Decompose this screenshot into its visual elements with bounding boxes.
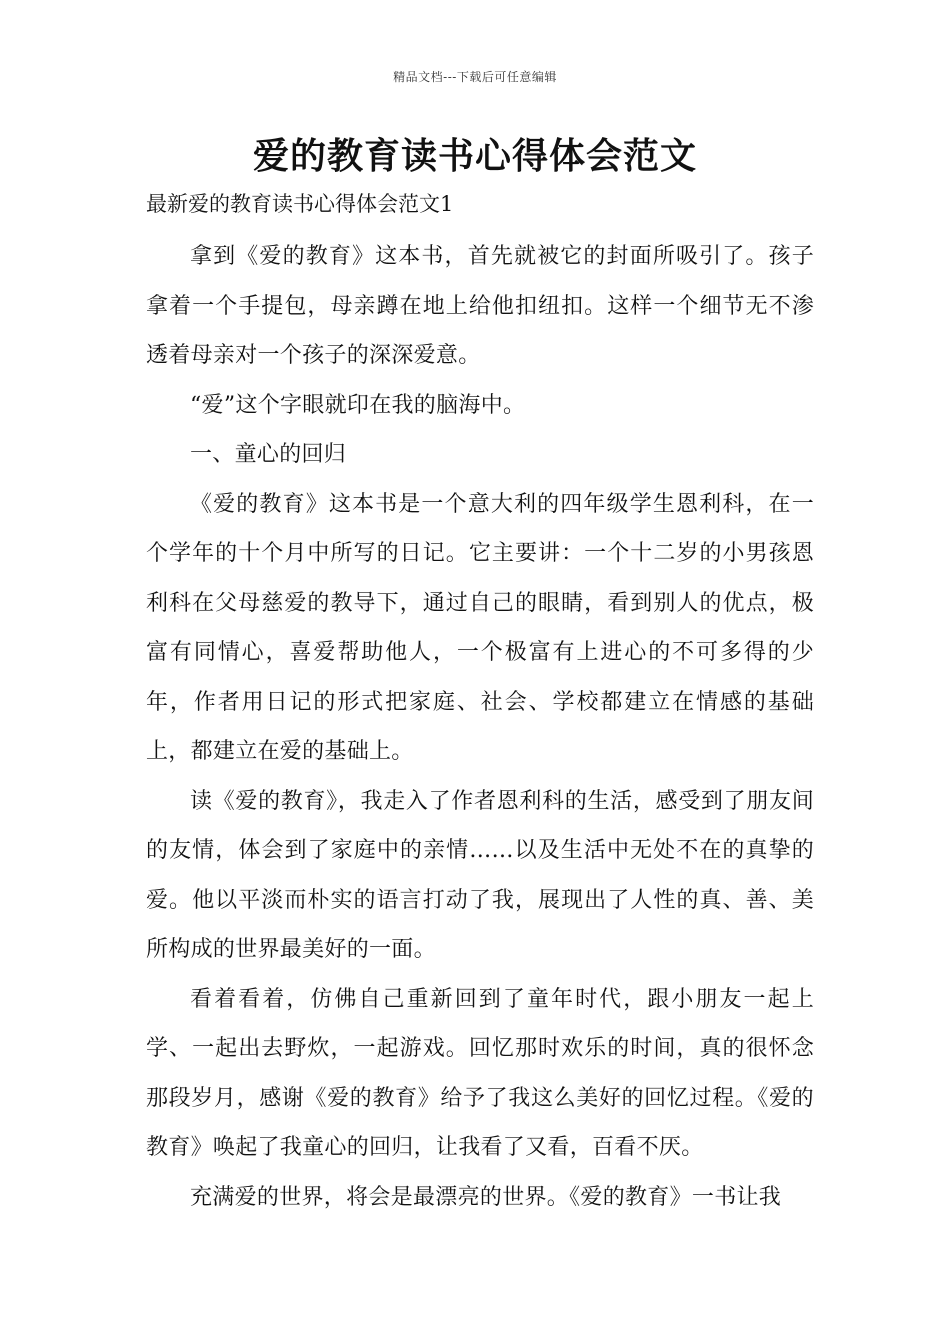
document-body [146,232,814,1222]
header-note: 精品文档---下载后可任意编辑 [393,70,557,84]
paragraph: “爱”这个字眼就印在我的脑海中。 [190,392,526,418]
document-subtitle: 最新爱的教育读书心得体会范文1 [146,192,454,216]
paragraph: 看着看着，仿佛自己重新回到了童年时代，跟小朋友一起上学、一起出去野炊，一起游戏。回忆那时欢乐的时间，真的很怀念那段岁月，感谢《爱的教育》给予了我这么美好的回忆过程。《爱的教育》唤起了我童心的回归，让我看了又看，百看不厌。 [146,986,814,1160]
paragraph: 读《爱的教育》，我走入了作者恩利科的生活，感受到了朋友间的友情，体会到了家庭中的亲情……以及生活中无处不在的真挚的爱。他以平淡而朴实的语言打动了我，展现出了人性的真、善、美所构成的世界最美好的一面。 [146,788,814,962]
section-heading: 一、童心的回归 [190,442,347,467]
paragraph: 《爱的教育》这本书是一个意大利的四年级学生恩利科，在一个学年的十个月中所写的日记。它主要讲：一个十二岁的小男孩恩利科在父母慈爱的教导下，通过自己的眼睛，看到别人的优点，极富有同情心，喜爱帮助他人，一个极富有上进心的不可多得的少年，作者用日记的形式把家庭、社会、学校都建立在情感的基础上，都建立在爱的基础上。 [146,491,814,764]
document-title: 爱的教育读书心得体会范文 [252,136,697,177]
paragraph: 充满爱的世界，将会是最漂亮的世界。《爱的教育》一书让我 [190,1184,782,1210]
paragraph: 拿到《爱的教育》这本书，首先就被它的封面所吸引了。孩子拿着一个手提包，母亲蹲在地上给他扣纽扣。这样一个细节无不渗透着母亲对一个孩子的深深爱意。 [146,244,814,368]
